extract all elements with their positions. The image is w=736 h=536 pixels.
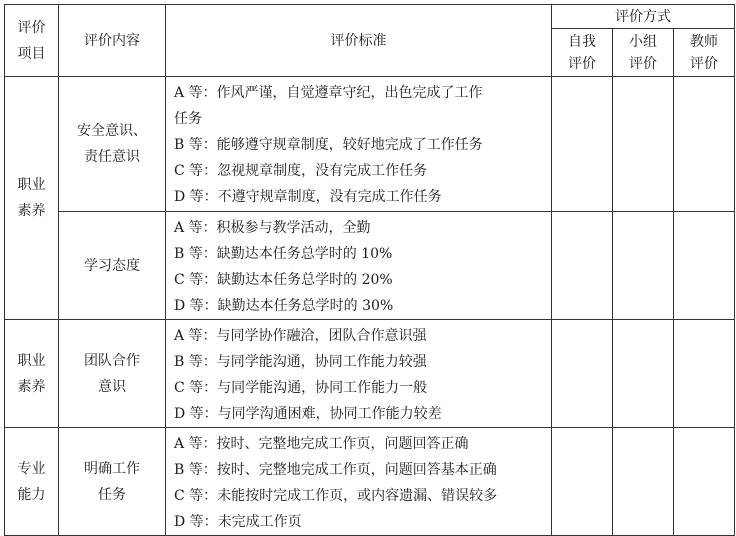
project-cell <box>5 77 59 320</box>
standard-line: C 等：忽视规章制度，没有完成工作任务 <box>174 163 428 179</box>
evaluation-table <box>4 4 735 536</box>
header-group-line: 评价 <box>629 55 657 72</box>
project-cell <box>5 320 59 428</box>
header-self-line: 评价 <box>568 55 596 72</box>
teacher-eval-cell[interactable] <box>674 320 735 428</box>
standard-line: C 等：缺勤达本任务总学时的 20% <box>174 272 393 288</box>
table-row <box>5 77 735 212</box>
header-standard-cell: 评价标准 <box>166 5 552 77</box>
standard-cell <box>166 77 552 212</box>
content-line: 责任意识 <box>84 149 140 165</box>
standard-line: B 等：缺勤达本任务总学时的 10% <box>174 246 393 262</box>
header-teacher-line: 评价 <box>690 55 718 72</box>
header-method-cell: 评价方式 <box>552 5 735 29</box>
standard-line: D 等：缺勤达本任务总学时的 30% <box>174 298 394 314</box>
header-group-cell <box>613 29 674 77</box>
standard-line: B 等：与同学能沟通，协同工作能力较强 <box>174 354 427 370</box>
group-eval-cell[interactable] <box>613 212 674 320</box>
standard-line: A 等：积极参与教学活动，全勤 <box>174 220 371 236</box>
self-eval-cell[interactable] <box>552 320 613 428</box>
content-line: 团队合作 <box>84 352 140 369</box>
table-row <box>5 428 735 536</box>
table-row <box>5 320 735 428</box>
standard-line: B 等：能够遵守规章制度，较好地完成了工作任务 <box>174 137 483 153</box>
group-eval-cell[interactable] <box>613 77 674 212</box>
standard-cell <box>166 428 552 536</box>
header-self-line: 自我 <box>568 33 596 50</box>
content-line: 任务 <box>98 486 126 503</box>
standard-line: B 等：按时、完整地完成工作页，问题回答基本正确 <box>174 462 497 478</box>
standard-line: D 等：与同学沟通困难，协同工作能力较差 <box>174 406 442 422</box>
self-eval-cell[interactable] <box>552 428 613 536</box>
standard-line: A 等：与同学协作融洽，团队合作意识强 <box>174 328 427 344</box>
header-self-cell <box>552 29 613 77</box>
project-cell <box>5 428 59 536</box>
header-content-cell: 评价内容 <box>59 5 166 77</box>
self-eval-cell[interactable] <box>552 212 613 320</box>
content-line: 意识 <box>98 378 126 395</box>
standard-line: C 等：与同学能沟通，协同工作能力一般 <box>174 380 428 396</box>
content-line: 安全意识、 <box>77 123 147 139</box>
standard-line: D 等：未完成工作页 <box>174 514 302 530</box>
standard-line: D 等：不遵守规章制度，没有完成工作任务 <box>174 189 442 205</box>
header-project-line: 评价 <box>17 19 46 36</box>
project-line: 职业 <box>17 177 46 193</box>
project-line: 职业 <box>17 352 46 369</box>
project-line: 素养 <box>17 203 46 219</box>
content-cell <box>59 77 166 212</box>
header-project-cell <box>5 5 59 77</box>
project-line: 专业 <box>17 460 46 477</box>
standard-line: 任务 <box>174 111 202 127</box>
teacher-eval-cell[interactable] <box>674 77 735 212</box>
header-teacher-cell <box>674 29 735 77</box>
table-row <box>5 212 735 320</box>
group-eval-cell[interactable] <box>613 320 674 428</box>
standard-line: A 等：按时、完整地完成工作页，问题回答正确 <box>174 436 469 452</box>
header-group-line: 小组 <box>629 33 657 50</box>
teacher-eval-cell[interactable] <box>674 428 735 536</box>
teacher-eval-cell[interactable] <box>674 212 735 320</box>
project-line: 能力 <box>17 486 46 503</box>
content-cell: 学习态度 <box>59 212 166 320</box>
content-cell <box>59 320 166 428</box>
standard-cell <box>166 320 552 428</box>
group-eval-cell[interactable] <box>613 428 674 536</box>
header-project-line: 项目 <box>17 45 46 62</box>
self-eval-cell[interactable] <box>552 77 613 212</box>
header-row-top <box>5 5 735 29</box>
content-line: 明确工作 <box>84 460 140 477</box>
header-teacher-line: 教师 <box>690 33 718 50</box>
standard-line: C 等：未能按时完成工作页，或内容遗漏、错误较多 <box>174 488 498 504</box>
content-cell <box>59 428 166 536</box>
standard-line: A 等：作风严谨，自觉遵章守纪，出色完成了工作 <box>174 85 483 101</box>
standard-cell <box>166 212 552 320</box>
project-line: 素养 <box>17 378 46 395</box>
